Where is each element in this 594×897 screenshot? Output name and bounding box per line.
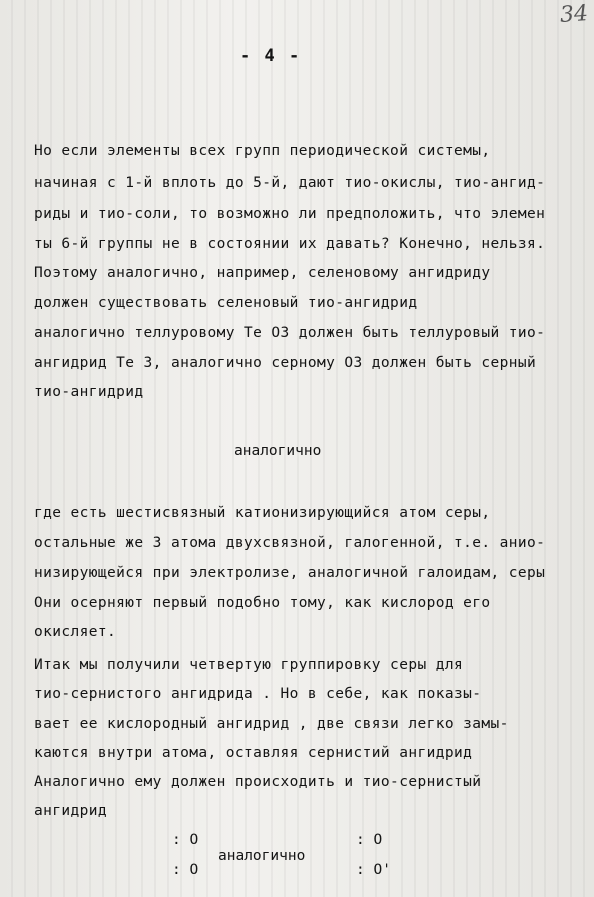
text-line: где есть шестисвязный катионизирующийся атом серы, [34,505,491,521]
text-line: риды и тио-соли, то возможно ли предположить, что элемен [34,206,546,222]
text-line: Но если элементы всех групп периодической системы, [34,143,491,159]
formula-left-bottom: : O [172,862,199,878]
text-line: ты 6-й группы не в состоянии их давать? Конечно, нельзя. [34,236,546,252]
formula-left-top: : O [172,832,199,848]
text-line: окисляет. [34,624,117,640]
text-line: начиная с 1-й вплоть до 5-й, дают тио-окислы, тио-ангид- [34,175,546,191]
formula-right-top: : O [356,832,383,848]
text-line: Итак мы получили четвертую группировку серы для [34,657,464,673]
archive-folio-mark: 34 [559,1,589,28]
text-line: Поэтому аналогично, например, селеновому ангидриду [34,265,491,281]
text-line: низирующейся при электролизе, аналогичной галоидам, серы [34,565,546,581]
text-line: ангидрид Te 3, аналогично серному O3 должен быть серный [34,355,537,371]
text-line: должен существовать селеновый тио-ангидрид [34,295,418,311]
text-line: тио-сернистого ангидрида . Но в себе, как показы- [34,686,482,702]
page-number: - 4 - [240,46,302,66]
text-line: остальные же 3 атома двухсвязной, галогенной, т.е. анио- [34,535,546,551]
text-line: Аналогично ему должен происходить и тио-сернистый [34,774,482,790]
text-line: тио-ангидрид [34,384,144,400]
text-line: Они осерняют первый подобно тому, как кислород его [34,595,491,611]
text-line: вает ее кислородный ангидрид , две связи легко замы- [34,716,509,732]
text-line: каются внутри атома, оставляя сернистий ангидрид [34,745,473,761]
section-heading: аналогично [234,443,322,459]
text-line: аналогично теллуровому Te O3 должен быть теллуровый тио- [34,325,546,341]
text-line: ангидрид [34,803,108,819]
formula-right-bottom: : O' [356,862,391,878]
formula-analog-label: аналогично [218,848,306,864]
